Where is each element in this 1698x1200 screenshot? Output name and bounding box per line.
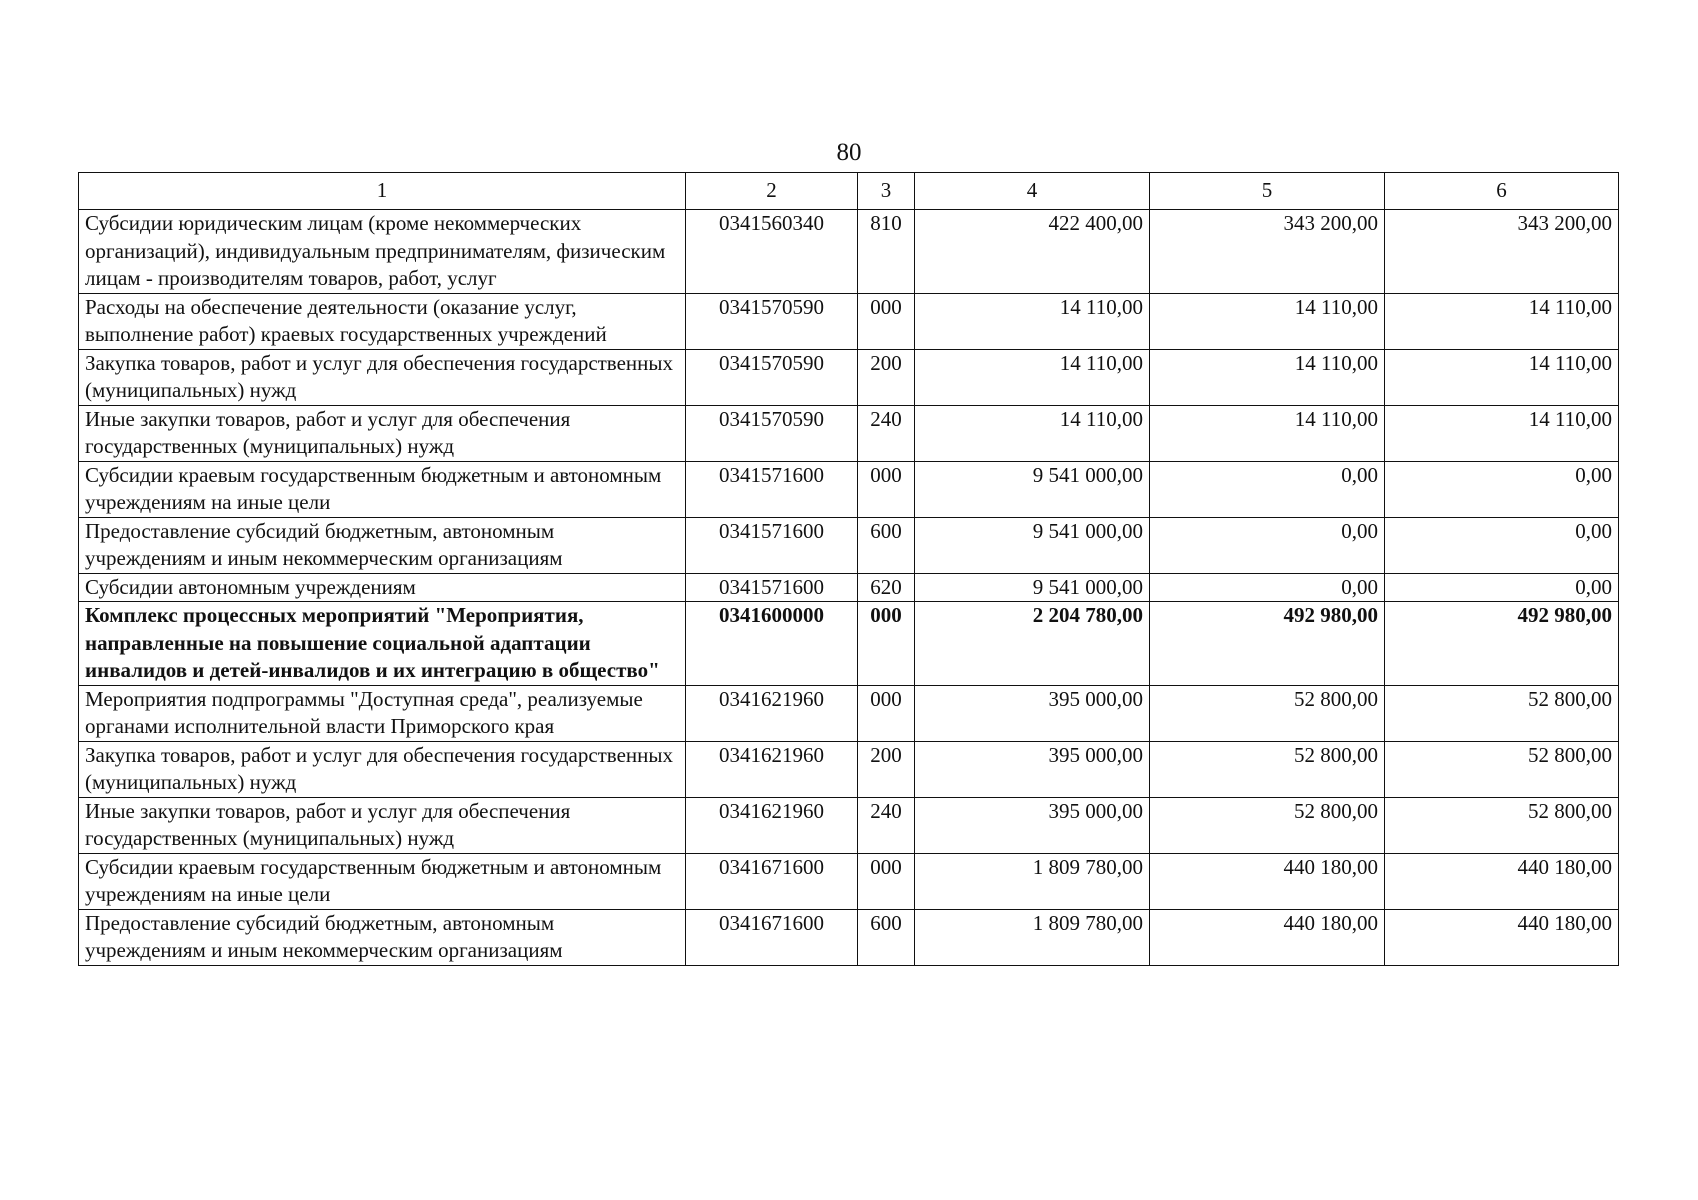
row-code: 0341671600 <box>686 853 858 909</box>
row-expense-type: 620 <box>858 573 915 602</box>
row-amount-col4: 1 809 780,00 <box>915 909 1150 965</box>
row-amount-col5: 492 980,00 <box>1150 602 1385 686</box>
row-amount-col5: 0,00 <box>1150 461 1385 517</box>
row-expense-type: 000 <box>858 685 915 741</box>
row-expense-type: 000 <box>858 293 915 349</box>
row-name: Закупка товаров, работ и услуг для обеспечения государственных (муниципальных) нужд <box>79 741 686 797</box>
column-header-4: 4 <box>915 173 1150 210</box>
row-name: Предоставление субсидий бюджетным, автономным учреждениям и иным некоммерческим организациям <box>79 909 686 965</box>
row-amount-col4: 395 000,00 <box>915 797 1150 853</box>
row-amount-col5: 14 110,00 <box>1150 293 1385 349</box>
table-header <box>79 173 1619 210</box>
row-name: Субсидии юридическим лицам (кроме некоммерческих организаций), индивидуальным предпринимателям, физическим лицам - производителям товаров, работ, услуг <box>79 210 686 294</box>
row-amount-col5: 52 800,00 <box>1150 685 1385 741</box>
column-header-6: 6 <box>1385 173 1619 210</box>
row-code: 0341600000 <box>686 602 858 686</box>
row-name: Субсидии краевым государственным бюджетным и автономным учреждениям на иные цели <box>79 461 686 517</box>
row-amount-col6: 52 800,00 <box>1385 797 1619 853</box>
row-amount-col6: 0,00 <box>1385 573 1619 602</box>
column-header-3: 3 <box>858 173 915 210</box>
column-header-2: 2 <box>686 173 858 210</box>
row-amount-col6: 14 110,00 <box>1385 293 1619 349</box>
row-amount-col5: 14 110,00 <box>1150 349 1385 405</box>
table-row <box>79 602 1619 686</box>
budget-table <box>78 172 1619 966</box>
row-amount-col5: 440 180,00 <box>1150 909 1385 965</box>
row-amount-col4: 395 000,00 <box>915 685 1150 741</box>
row-code: 0341570590 <box>686 349 858 405</box>
row-amount-col4: 14 110,00 <box>915 293 1150 349</box>
row-expense-type: 600 <box>858 909 915 965</box>
row-expense-type: 000 <box>858 461 915 517</box>
row-code: 0341560340 <box>686 210 858 294</box>
row-amount-col6: 0,00 <box>1385 517 1619 573</box>
row-amount-col5: 0,00 <box>1150 573 1385 602</box>
page-number: 80 <box>836 139 862 166</box>
row-amount-col6: 14 110,00 <box>1385 349 1619 405</box>
row-code: 0341621960 <box>686 741 858 797</box>
row-amount-col6: 492 980,00 <box>1385 602 1619 686</box>
row-expense-type: 000 <box>858 602 915 686</box>
row-amount-col4: 14 110,00 <box>915 405 1150 461</box>
table-row <box>79 517 1619 573</box>
row-code: 0341571600 <box>686 517 858 573</box>
row-amount-col6: 14 110,00 <box>1385 405 1619 461</box>
row-expense-type: 240 <box>858 405 915 461</box>
table-row <box>79 797 1619 853</box>
row-amount-col6: 52 800,00 <box>1385 741 1619 797</box>
row-amount-col4: 9 541 000,00 <box>915 573 1150 602</box>
row-amount-col4: 395 000,00 <box>915 741 1150 797</box>
row-amount-col6: 52 800,00 <box>1385 685 1619 741</box>
row-code: 0341571600 <box>686 461 858 517</box>
header-row <box>79 173 1619 210</box>
table-row <box>79 573 1619 602</box>
table-row <box>79 210 1619 294</box>
row-amount-col6: 343 200,00 <box>1385 210 1619 294</box>
row-name: Иные закупки товаров, работ и услуг для обеспечения государственных (муниципальных) нужд <box>79 405 686 461</box>
table-row <box>79 909 1619 965</box>
column-header-1: 1 <box>79 173 686 210</box>
row-code: 0341570590 <box>686 405 858 461</box>
row-code: 0341571600 <box>686 573 858 602</box>
table-row <box>79 741 1619 797</box>
table-row <box>79 685 1619 741</box>
row-name: Закупка товаров, работ и услуг для обеспечения государственных (муниципальных) нужд <box>79 349 686 405</box>
row-amount-col5: 440 180,00 <box>1150 853 1385 909</box>
row-name: Иные закупки товаров, работ и услуг для обеспечения государственных (муниципальных) нужд <box>79 797 686 853</box>
row-amount-col4: 422 400,00 <box>915 210 1150 294</box>
row-name: Субсидии автономным учреждениям <box>79 573 686 602</box>
row-amount-col5: 0,00 <box>1150 517 1385 573</box>
row-name: Субсидии краевым государственным бюджетным и автономным учреждениям на иные цели <box>79 853 686 909</box>
row-expense-type: 810 <box>858 210 915 294</box>
row-amount-col4: 2 204 780,00 <box>915 602 1150 686</box>
row-name: Расходы на обеспечение деятельности (оказание услуг, выполнение работ) краевых государственных учреждений <box>79 293 686 349</box>
row-expense-type: 200 <box>858 349 915 405</box>
table-row <box>79 293 1619 349</box>
row-amount-col6: 0,00 <box>1385 461 1619 517</box>
table-body <box>79 210 1619 966</box>
table-row <box>79 349 1619 405</box>
row-amount-col4: 14 110,00 <box>915 349 1150 405</box>
table-row <box>79 853 1619 909</box>
row-code: 0341570590 <box>686 293 858 349</box>
row-expense-type: 600 <box>858 517 915 573</box>
row-expense-type: 200 <box>858 741 915 797</box>
table-row <box>79 405 1619 461</box>
row-expense-type: 240 <box>858 797 915 853</box>
row-amount-col6: 440 180,00 <box>1385 853 1619 909</box>
row-code: 0341621960 <box>686 797 858 853</box>
row-amount-col5: 14 110,00 <box>1150 405 1385 461</box>
row-name: Мероприятия подпрограммы "Доступная среда", реализуемые органами исполнительной власти Приморского края <box>79 685 686 741</box>
row-amount-col5: 52 800,00 <box>1150 797 1385 853</box>
row-amount-col5: 52 800,00 <box>1150 741 1385 797</box>
row-amount-col6: 440 180,00 <box>1385 909 1619 965</box>
row-amount-col5: 343 200,00 <box>1150 210 1385 294</box>
column-header-5: 5 <box>1150 173 1385 210</box>
row-name: Комплекс процессных мероприятий "Мероприятия, направленные на повышение социальной адаптации инвалидов и детей-инвалидов и их интеграцию в общество" <box>79 602 686 686</box>
table-row <box>79 461 1619 517</box>
row-amount-col4: 1 809 780,00 <box>915 853 1150 909</box>
row-code: 0341621960 <box>686 685 858 741</box>
row-expense-type: 000 <box>858 853 915 909</box>
row-code: 0341671600 <box>686 909 858 965</box>
row-amount-col4: 9 541 000,00 <box>915 461 1150 517</box>
row-amount-col4: 9 541 000,00 <box>915 517 1150 573</box>
row-name: Предоставление субсидий бюджетным, автономным учреждениям и иным некоммерческим организациям <box>79 517 686 573</box>
